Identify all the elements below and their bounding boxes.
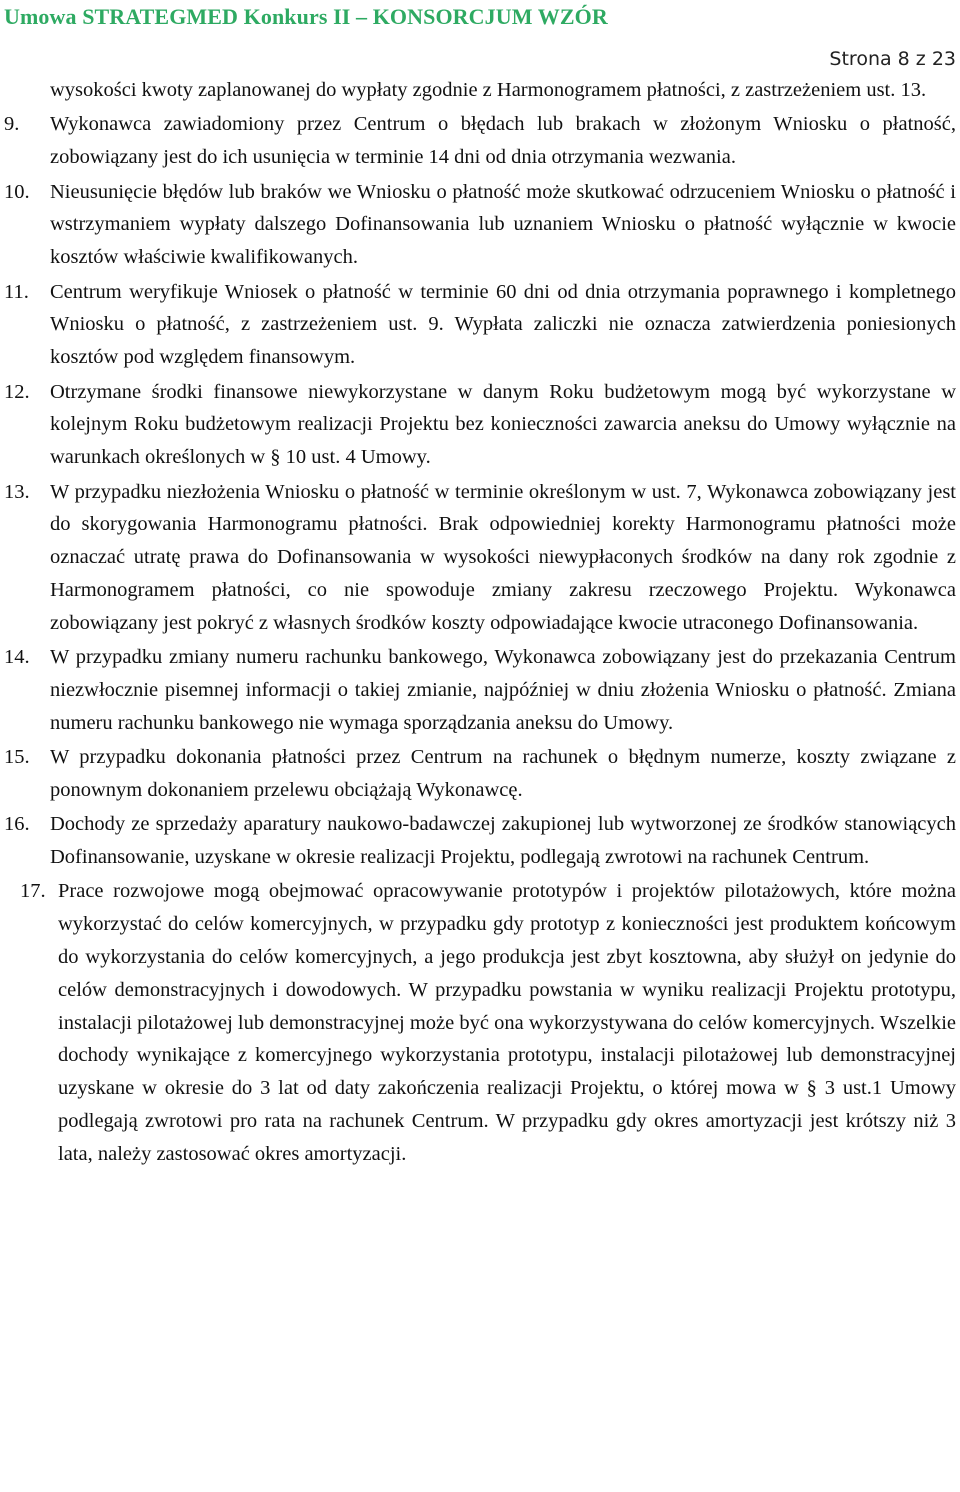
item-text: Dochody ze sprzedaży aparatury naukowo-badawczej zakupionej lub wytworzonej ze środków stanowiących Dofinansowanie, uzyskane w okresie realizacji Projektu, podlegają zwrotowi na rachunek Centrum. (50, 813, 956, 869)
list-item (0, 176, 960, 274)
item-text: Prace rozwojowe mogą obejmować opracowywanie prototypów i projektów pilotażowych, które można wykorzystać do celów komercyjnych, w przypadku gdy prototyp z konieczności jest produktem końcowym do wykorzystania do celów komercyjnych, a jego produkcja jest zbyt kosztowna, aby służył on jedynie do celów demonstracyjnych i dowodowych. W przypadku powstania w wyniku realizacji Projektu prototypu, instalacji pilotażowej lub demonstracyjnej może być ona wykorzystywana do celów komercyjnych. Wszelkie dochody wynikające z komercyjnego wykorzystania prototypu, instalacji pilotażowej lub demonstracyjnej uzyskane w okresie do 3 lat od daty zakończenia realizacji Projektu, o której mowa w § 3 ust.1 Umowy podlegają zwrotowi pro rata na rachunek Centrum. W przypadku gdy okres amortyzacji jest krótszy niż 3 lata, należy zastosować okres amortyzacji. (58, 880, 956, 1165)
continuation-paragraph (0, 74, 960, 107)
item-number: 16. (4, 813, 30, 836)
list-item (0, 276, 960, 374)
list-item (0, 808, 960, 874)
item-number: 11. (4, 280, 29, 303)
list-item (0, 476, 960, 640)
item-text: W przypadku zmiany numeru rachunku bankowego, Wykonawca zobowiązany jest do przekazania Centrum niezwłocznie pisemnej informacji o takiej zmianie, najpóźniej w dniu złożenia Wniosku o płatność. Zmiana numeru rachunku bankowego nie wymaga sporządzania aneksu do Umowy. (50, 646, 956, 734)
item-number: 10. (4, 180, 30, 203)
item-number: 15. (4, 746, 30, 769)
list-item (0, 741, 960, 807)
item-number: 9. (4, 113, 20, 136)
list-item (0, 108, 960, 174)
item-text: Otrzymane środki finansowe niewykorzystane w danym Roku budżetowym mogą być wykorzystane w kolejnym Roku budżetowym realizacji Projektu bez konieczności zawarcia aneksu do Umowy wyłącznie na warunkach określonych w § 10 ust. 4 Umowy. (50, 380, 956, 469)
item-number: 12. (4, 380, 30, 403)
item-text: W przypadku dokonania płatności przez Centrum na rachunek o błędnym numerze, koszty związane z ponownym dokonaniem przelewu obciążają Wykonawcę. (50, 746, 956, 801)
item-number: 14. (4, 646, 30, 669)
document-body (0, 74, 960, 1171)
item-text: Nieusunięcie błędów lub braków we Wniosku o płatność może skutkować odrzuceniem Wniosku o płatność i wstrzymaniem wypłaty dalszego Dofinansowania lub uznaniem Wniosku o płatność wyłącznie w kwocie kosztów właściwie kwalifikowanych. (50, 180, 956, 269)
page-number: Strona 8 z 23 (829, 48, 956, 70)
item-text: Centrum weryfikuje Wniosek o płatność w terminie 60 dni od dnia otrzymania poprawnego i kompletnego Wniosku o płatność, z zastrzeżeniem ust. 9. Wypłata zaliczki nie oznacza zatwierdzenia poniesionych kosztów pod względem finansowym. (50, 280, 956, 369)
list-item (0, 875, 960, 1170)
item-text: Wykonawca zawiadomiony przez Centrum o błędach lub brakach w złożonym Wniosku o płatność, zobowiązany jest do ich usunięcia w terminie 14 dni od dnia otrzymania wezwania. (50, 113, 956, 169)
item-text: W przypadku niezłożenia Wniosku o płatność w terminie określonym w ust. 7, Wykonawca zobowiązany jest do skorygowania Harmonogramu płatności. Brak odpowiedniej korekty Harmonogramu płatności może oznaczać utratę prawa do Dofinansowania w wysokości niewypłaconych środków na dany rok zgodnie z Harmonogramem płatności, co nie spowoduje zmiany zakresu rzeczowego Projektu. Wykonawca zobowiązany jest pokryć z własnych środków koszty odpowiadające kwocie utraconego Dofinansowania. (50, 480, 956, 634)
item-number: 13. (4, 480, 30, 503)
item-number: 17. (20, 880, 46, 903)
list-item (0, 641, 960, 739)
paragraph-text: wysokości kwoty zaplanowanej do wypłaty zgodnie z Harmonogramem płatności, z zastrzeżeniem ust. 13. (50, 79, 927, 101)
document-header-title: Umowa STRATEGMED Konkurs II – KONSORCJUM WZÓR (4, 4, 608, 29)
list-item (0, 376, 960, 474)
